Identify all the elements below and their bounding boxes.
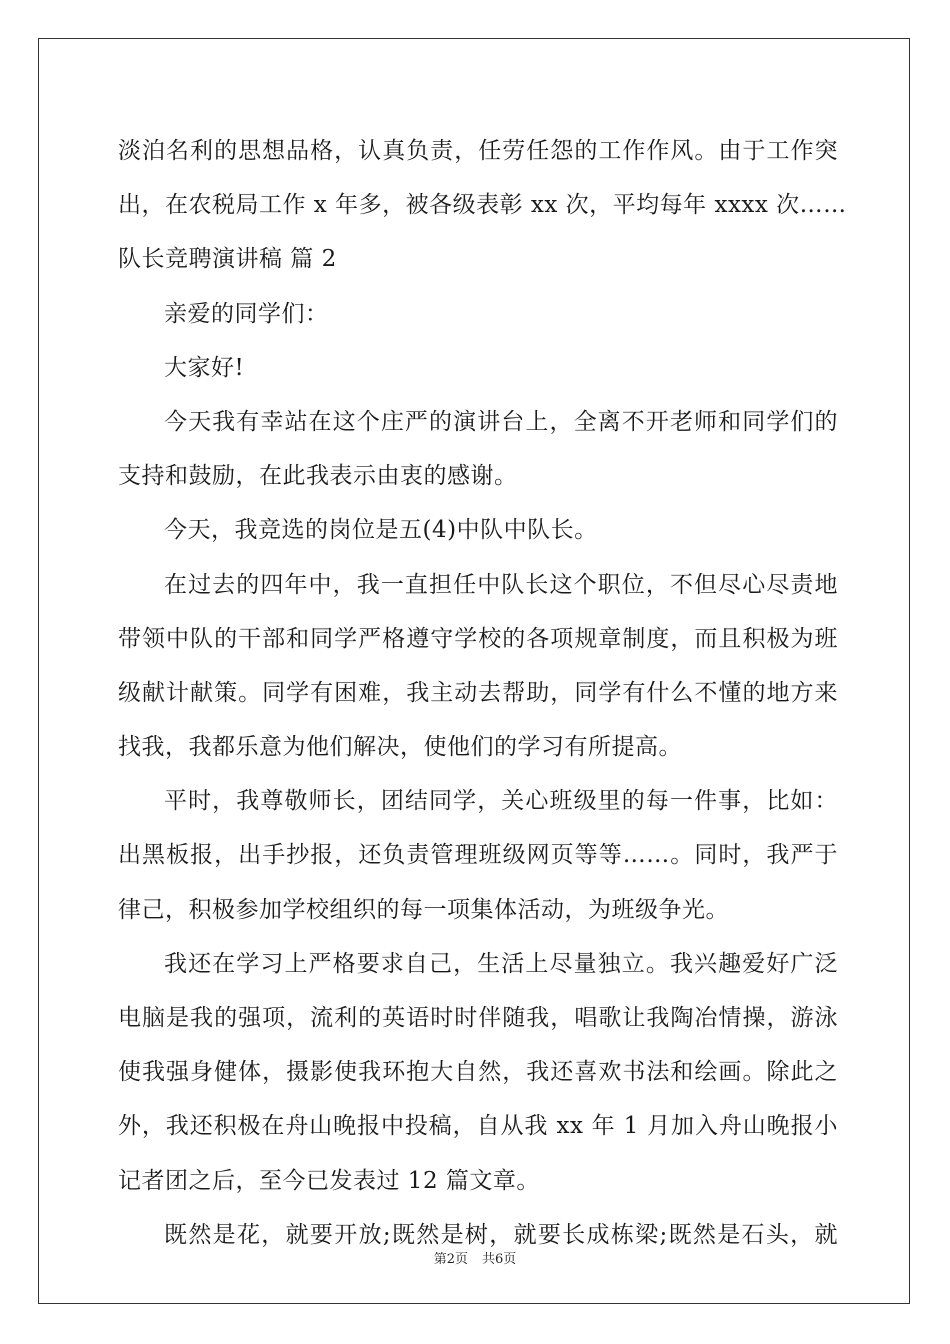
text-line: 律己，积极参加学校组织的每一项集体活动，为班级争光。 [118, 896, 729, 923]
text-line: 今天我有幸站在这个庄严的演讲台上，全离不开老师和同学们的 [164, 408, 838, 435]
document-body [118, 128, 847, 1266]
greeting: 大家好! [164, 354, 245, 381]
text-line: 平时，我尊敬师长，团结同学，关心班级里的每一件事，比如： [164, 788, 838, 815]
text-line: 既然是花，就要开放;既然是树，就要长成栋梁;既然是石头，就 [164, 1221, 838, 1248]
text-line: 今天，我竞选的岗位是五(4)中队中队长。 [164, 517, 598, 544]
text-line: 带领中队的干部和同学严格遵守学校的各项规章制度，而且积极为班 [118, 625, 838, 652]
page-total: 共6页 [482, 1252, 517, 1267]
text-line: 我还在学习上严格要求自己，生活上尽量独立。我兴趣爱好广泛 [164, 950, 838, 977]
text-line: 淡泊名利的思想品格，认真负责，任劳任怨的工作作风。由于工作突 [118, 138, 838, 164]
text-line: 电脑是我的强项，流利的英语时时伴随我，唱歌让我陶冶情操，游泳 [118, 1005, 838, 1031]
salutation: 亲爱的同学们： [164, 300, 329, 327]
text-line: 出黑板报，出手抄报，还负责管理班级网页等等……。同时，我严于 [118, 842, 838, 869]
text-line: 在过去的四年中，我一直担任中队长这个职位，不但尽心尽责地 [164, 571, 838, 598]
page-number: 第2页 [433, 1252, 468, 1267]
text-line: 使我强身健体，摄影使我环抱大自然，我还喜欢书法和绘画。除此之 [118, 1059, 838, 1086]
section-heading: 队长竞聘演讲稿 篇 2 [118, 246, 337, 273]
text-line: 级献计献策。同学有困难，我主动去帮助，同学有什么不懂的地方来 [118, 679, 838, 706]
text-line: 记者团之后，至今已发表过 12 篇文章。 [118, 1167, 540, 1194]
text-line: 外，我还积极在舟山晚报中投稿，自从我 xx 年 1 月加入舟山晚报小 [118, 1113, 838, 1140]
page-footer [0, 1248, 950, 1267]
text-line: 出，在农税局工作 x 年多，被各级表彰 xx 次，平均每年 xxxx 次…… [118, 192, 847, 219]
text-line: 找我，我都乐意为他们解决，使他们的学习有所提高。 [118, 734, 682, 761]
text-line: 支持和鼓励，在此我表示由衷的感谢。 [118, 463, 518, 490]
